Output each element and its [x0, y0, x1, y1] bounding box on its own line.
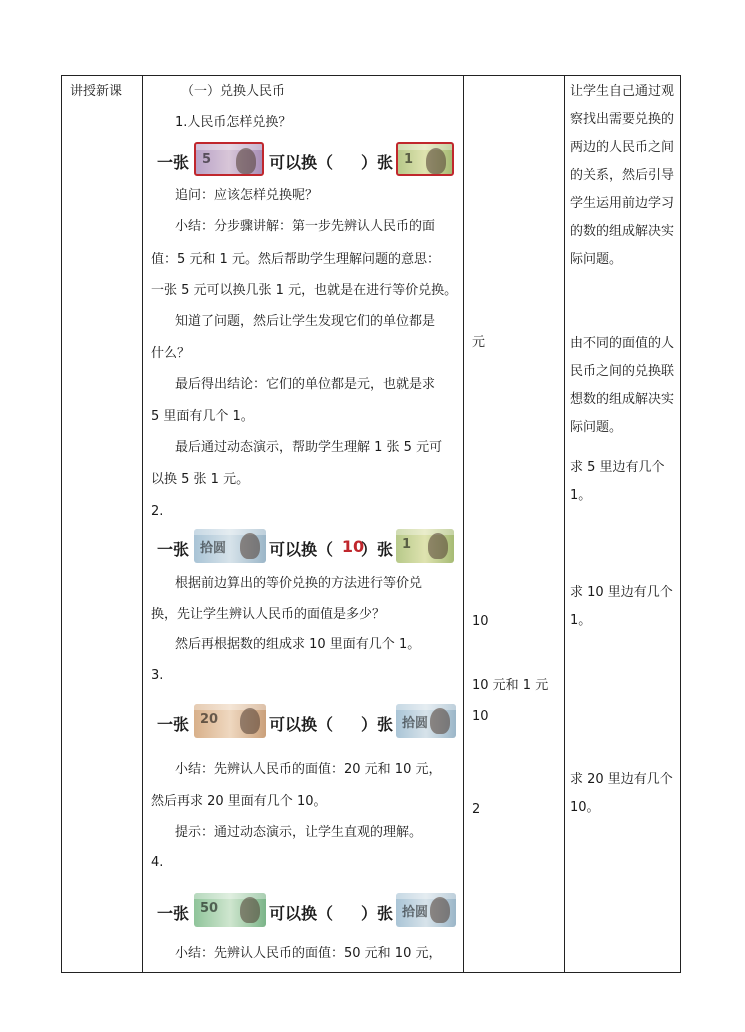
design-note-5: 求 20 里边有几个 10。 — [570, 772, 673, 815]
one-yuan-bill-image: 1 — [396, 529, 454, 563]
question-3: 3. — [151, 668, 164, 683]
summary-3-line-1: 小结：先辨认人民币的面值：20 元和 10 元， — [175, 762, 442, 777]
five-yuan-bill-image: 5 — [194, 142, 264, 176]
exchange-row-3 — [157, 702, 457, 742]
answer-q3-value: 10 — [472, 709, 489, 724]
answer-q3: 2 — [472, 802, 481, 817]
design-note-2: 由不同的面值的人民币之间的兑换联想数的组成解决实际问题。 — [570, 336, 675, 435]
notes-column — [565, 76, 681, 972]
row-suffix: ）张 — [361, 540, 394, 559]
row-suffix: ）张 — [361, 153, 394, 172]
summary-4: 小结：先辨认人民币的面值：50 元和 10 元， — [175, 946, 442, 961]
summary-3-line-2: 然后再求 20 里面有几个 10。 — [151, 794, 327, 809]
twenty-yuan-bill-image: 20 — [194, 704, 266, 738]
row-prefix: 一张 — [157, 540, 190, 559]
paragraph-5-line-2: 换，先让学生辨认人民币的面值是多少？ — [151, 607, 386, 622]
summary-1-line-2: 值：5 元和 1 元。然后帮助学生理解问题的意思： — [151, 252, 440, 267]
paragraph-4-line-1: 最后通过动态演示，帮助学生理解 1 张 5 元可 — [175, 440, 443, 455]
row-mid: 可以换（ — [269, 153, 334, 172]
stage-label: 讲授新课 — [70, 84, 123, 99]
ten-yuan-bill-image: 拾圆 — [396, 893, 456, 927]
exchange-row-2 — [157, 527, 457, 567]
stage-column — [62, 76, 142, 972]
paragraph-4-line-2: 以换 5 张 1 元。 — [151, 472, 250, 487]
question-2: 2. — [151, 504, 164, 519]
lesson-table — [61, 75, 681, 973]
design-note-1: 让学生自己通过观察找出需要兑换的两边的人民币之间的关系，然后引导学生运用前边学习的数的组成解决实际问题。 — [570, 84, 675, 267]
row-suffix: ）张 — [361, 904, 394, 923]
row-suffix: ）张 — [361, 715, 394, 734]
exchange-row-1 — [157, 140, 457, 180]
paragraph-2-line-1: 知道了问题，然后让学生发现它们的单位都是 — [175, 314, 436, 329]
answer-denominations: 10 元和 1 元 — [472, 678, 549, 693]
paragraph-6: 然后再根据数的组成求 10 里面有几个 1。 — [175, 637, 421, 652]
paragraph-3-line-1: 最后得出结论：它们的单位都是元，也就是求 — [175, 377, 436, 392]
row-prefix: 一张 — [157, 904, 190, 923]
row-mid: 可以换（ — [269, 715, 334, 734]
paragraph-3-line-2: 5 里面有几个 1。 — [151, 409, 254, 424]
row-prefix: 一张 — [157, 715, 190, 734]
answer-unit: 元 — [472, 335, 486, 350]
exchange-row-4 — [157, 891, 457, 931]
design-note-3: 求 5 里边有几个 1。 — [570, 460, 665, 503]
paragraph-5-line-1: 根据前边算出的等价兑换的方法进行等价兑 — [175, 576, 423, 591]
row-answer: 10 — [341, 537, 365, 556]
followup-question: 追问：应该怎样兑换呢？ — [175, 188, 319, 203]
question-1: 1.人民币怎样兑换？ — [175, 115, 292, 130]
answer-column — [464, 76, 564, 972]
one-yuan-bill-image: 1 — [396, 142, 454, 176]
question-4: 4. — [151, 855, 164, 870]
summary-1-line-1: 小结：分步骤讲解：第一步先辨认人民币的面 — [175, 219, 436, 234]
paragraph-2-line-2: 什么？ — [151, 346, 191, 361]
summary-1-line-3: 一张 5 元可以换几张 1 元，也就是在进行等价兑换。 — [151, 283, 458, 298]
tip: 提示：通过动态演示，让学生直观的理解。 — [175, 825, 423, 840]
ten-yuan-bill-image: 拾圆 — [396, 704, 456, 738]
design-note-4: 求 10 里边有几个 1。 — [570, 585, 673, 628]
fifty-yuan-bill-image: 50 — [194, 893, 266, 927]
ten-yuan-bill-image: 拾圆 — [194, 529, 266, 563]
row-mid: 可以换（ — [269, 540, 334, 559]
section-title: （一）兑换人民币 — [181, 84, 286, 99]
answer-q2: 10 — [472, 614, 489, 629]
row-mid: 可以换（ — [269, 904, 334, 923]
row-prefix: 一张 — [157, 153, 190, 172]
content-column — [143, 76, 463, 972]
